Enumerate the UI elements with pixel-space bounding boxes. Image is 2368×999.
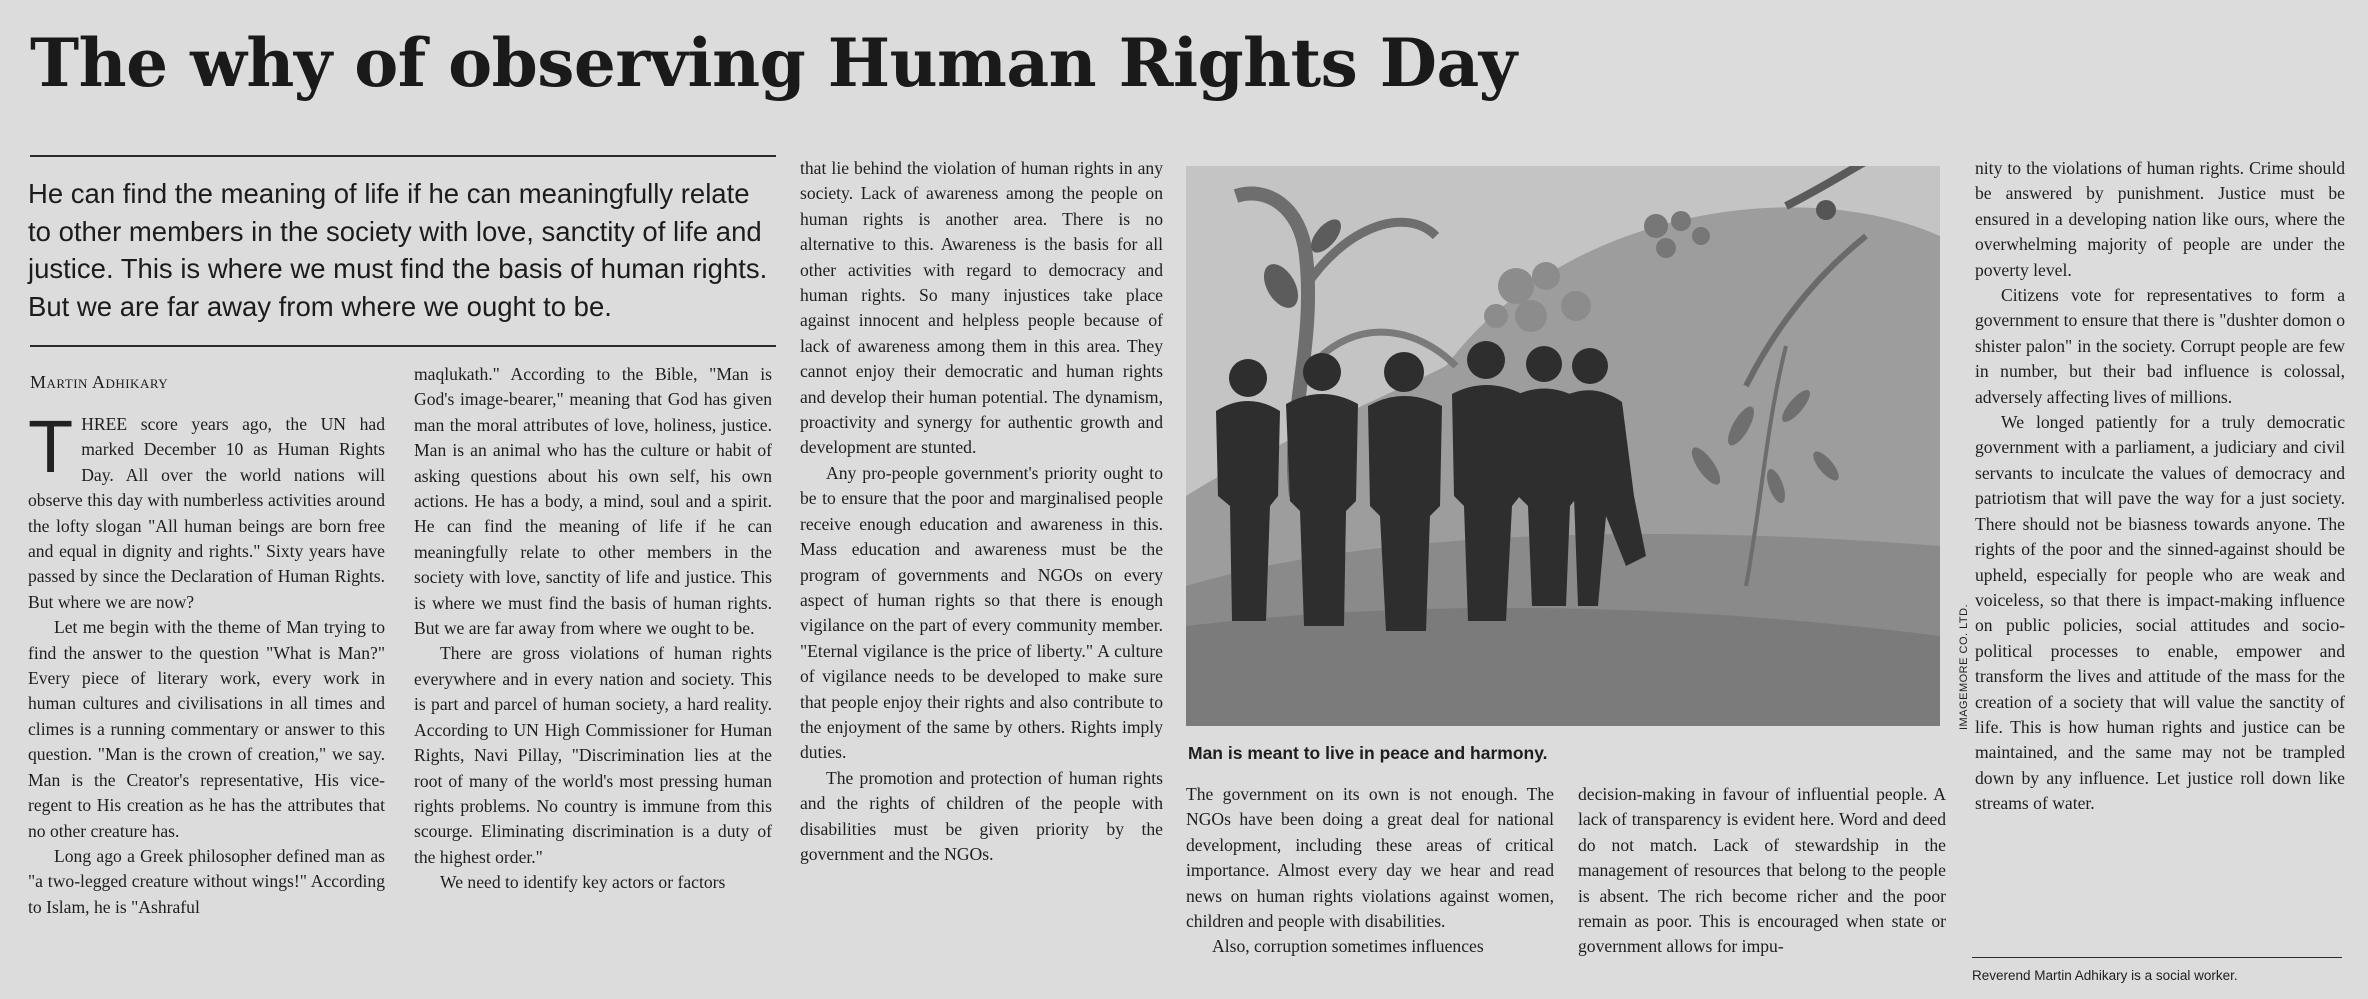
paragraph: Citizens vote for representatives to form a government to ensure that there is "dushter domon o shister palon" in the society. Corrupt people are few in number, but their bad influence is colossal, adversely affecting lives of millions.	[1975, 285, 2345, 407]
paragraph: We need to identify key actors or factors	[440, 872, 726, 893]
paragraph: that lie behind the violation of human rights in any society. Lack of awareness among the people on human rights is another area. There is no alternative to this. Awareness is the basis for all other activities with regard to democracy and human rights. So many injustices take place against innocent and helpless people because of lack of awareness among them in this area. They cannot enjoy their democratic and human rights and develop their human potential. The dynamism, proactivity and synergy for authentic growth and development are stunted.	[800, 158, 1163, 458]
column-3	[800, 156, 1163, 992]
paragraph-text: HREE score years ago, the UN had marked December 10 as Human Rights Day. All over the world nations will observe this day with numberless activities around the lofty slogan "All human beings are born free and equal in dignity and rights." Sixty years have passed by since the Declaration of Human Rights. But where we are now?	[28, 414, 385, 612]
paragraph: Any pro-people government's priority ought to be to ensure that the poor and marginalised people receive enough education and awareness in this. Mass education and awareness must be the program of governments and NGOs on every aspect of human rights so that there is enough vigilance on the part of every community member. "Eternal vigilance is the price of liberty." A culture of vigilance needs to be developed to make sure that people enjoy their rights and also contribute to the enjoyment of the same by others. Rights imply duties.	[800, 462, 1163, 763]
deck-bottom-rule	[30, 345, 776, 347]
footnote-rule	[1972, 957, 2342, 958]
paragraph: There are gross violations of human rights everywhere and in every nation and society. This is part and parcel of human society, a hard reality. According to UN High Commissioner for Human Rights, Navi Pillay, "Discrimination lies at the root of many of the world's most pressing human rights problems. No country is immune from this scourge. Eliminating discrimination is a duty of the highest order."	[414, 643, 772, 867]
deck-top-rule	[30, 155, 776, 157]
paragraph: Long ago a Greek philosopher defined man as "a two-legged creature without wings!" According to Islam, he is "Ashraful	[28, 845, 385, 917]
paragraph	[28, 412, 385, 615]
author-footnote: Reverend Martin Adhikary is a social worker.	[1972, 968, 2238, 983]
peace-harmony-illustration	[1186, 166, 1940, 726]
column-4	[1186, 782, 1554, 994]
paragraph: maqlukath." According to the Bible, "Man is God's image-bearer," meaning that God has given man the moral attributes of love, holiness, justice. Man is an animal who has the culture or habit of asking questions about his own self, his own actions. He has a body, a mind, soul and a spirit. He can find the meaning of life if he can meaningfully relate to other members in the society with love, sanctity of life and justice. This is where we must find the basis of human rights. But we are far away from where we ought to be.	[414, 364, 772, 639]
photo-caption: Man is meant to live in peace and harmony.	[1188, 743, 1548, 763]
drop-cap: T	[28, 412, 74, 488]
illustration	[1186, 166, 1940, 726]
deck: He can find the meaning of life if he can meaningfully relate to other members in the society with love, sanctity of life and justice. This is where we must find the basis of human rights. But we are far away from where we ought to be.	[28, 178, 768, 322]
paragraph: decision-making in favour of influential people. A lack of transparency is evident here. Word and deed do not match. Lack of stewardship in the management of resources that belong to the people is absent. The rich become richer and the poor remain as poor. This is encouraged when state or government allows for impu-	[1578, 784, 1946, 957]
paragraph: nity to the violations of human rights. Crime should be answered by punishment. Justice must be ensured in a developing nation like ours, where the overwhelming majority of people are under the poverty level.	[1975, 158, 2345, 280]
column-1	[28, 412, 385, 992]
byline: Martin Adhikary	[30, 372, 169, 392]
column-5	[1578, 782, 1946, 994]
paragraph: Also, corruption sometimes influences	[1212, 936, 1484, 957]
headline: The why of observing Human Rights Day	[30, 24, 1517, 102]
column-6	[1975, 156, 2345, 946]
paragraph: Let me begin with the theme of Man trying to find the answer to the question "What is Man?" Every piece of literary work, every work in human cultures and civilisations in all times and climes is a running commentary or answer to this question. "Man is the crown of creation," we say. Man is the Creator's representative, His vice-regent to His creation as he has the attributes that no other creature has.	[28, 617, 385, 841]
column-2	[414, 362, 772, 992]
paragraph: We longed patiently for a truly democratic government with a parliament, a judiciary and civil servants to inculcate the values of democracy and patriotism that will pave the way for a just society. There should not be biasness towards anyone. The rights of the poor and the sinned-against should be upheld, especially for people who are weak and voiceless, so that there is impact-making influence on public policies, social attitudes and socio-political processes to enable, empower and transform the lives and attitude of the mass for the creation of a society that will value the sanctity of life. This is how human rights and justice can be maintained, and the same may not be trampled down by any influence. Let justice roll down like streams of water.	[1975, 412, 2345, 814]
paragraph: The government on its own is not enough. The NGOs have been doing a great deal for national development, including these areas of critical importance. Almost every day we hear and read news on human rights violations against women, children and people with disabilities.	[1186, 784, 1554, 932]
paragraph: The promotion and protection of human rights and the rights of children of the people with disabilities must be given priority by the government and the NGOs.	[800, 767, 1163, 864]
photo-credit: IMAGEMORE CO. LTD.	[1958, 603, 1970, 730]
